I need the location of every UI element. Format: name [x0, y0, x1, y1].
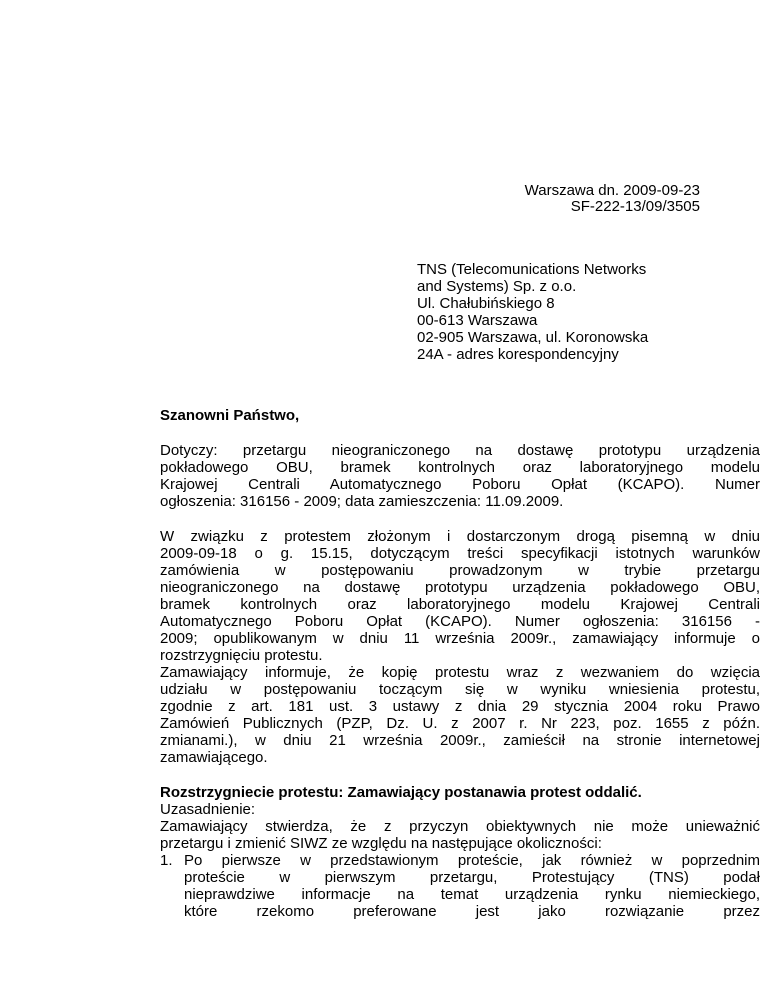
paragraph-line: nieograniczonego na dostawę prototypu urządzenia pokładowego OBU,	[160, 579, 760, 596]
justification-label: Uzasadnienie:	[160, 801, 256, 818]
list-item-line: Po pierwsze w przedstawionym proteście, jak również w poprzednim	[184, 852, 760, 869]
decision-heading: Rozstrzygniecie protestu: Zamawiający postanawia protest oddalić.	[160, 784, 642, 801]
paragraph-line: Zamawiający stwierdza, że z przyczyn obiektywnych nie może unieważnić	[160, 818, 760, 835]
subject-line: Dotyczy: przetargu nieograniczonego na dostawę prototypu urządzenia	[160, 442, 760, 459]
salutation: Szanowni Państwo,	[160, 407, 300, 424]
paragraph-line: zamówienia w postępowaniu prowadzonym w trybie przetargu	[160, 562, 760, 579]
paragraph-line: 2009-09-18 o g. 15.15, dotyczącym treści specyfikacji istotnych warunków	[160, 545, 760, 562]
address-line: and Systems) Sp. z o.o.	[417, 278, 577, 295]
date-line: Warszawa dn. 2009-09-23	[524, 182, 700, 199]
list-item-number: 1.	[160, 852, 173, 869]
address-line: Ul. Chałubińskiego 8	[417, 295, 555, 312]
paragraph-line: przetargu i zmienić SIWZ ze względu na następujące okoliczności:	[160, 835, 602, 852]
paragraph-line: 2009; opublikowanym w dniu 11 września 2009r., zamawiający informuje o	[160, 630, 760, 647]
subject-line: pokładowego OBU, bramek kontrolnych oraz laboratoryjnego modelu	[160, 459, 760, 476]
paragraph-line: Zamawiający informuje, że kopię protestu wraz z wezwaniem do wzięcia	[160, 664, 760, 681]
paragraph-line: zgodnie z art. 181 ust. 3 ustawy z dnia 29 stycznia 2004 roku Prawo	[160, 698, 760, 715]
paragraph-line: Automatycznego Poboru Opłat (KCAPO). Numer ogłoszenia: 316156 -	[160, 613, 760, 630]
address-line: TNS (Telecomunications Networks	[417, 261, 647, 278]
subject-line: ogłoszenia: 316156 - 2009; data zamieszczenia: 11.09.2009.	[160, 493, 564, 510]
subject-line: Krajowej Centrali Automatycznego Poboru Opłat (KCAPO). Numer	[160, 476, 760, 493]
address-line: 02-905 Warszawa, ul. Koronowska	[417, 329, 649, 346]
paragraph-line: zamawiającego.	[160, 749, 268, 766]
paragraph-line: W związku z protestem złożonym i dostarczonym drogą pisemną w dniu	[160, 528, 760, 545]
paragraph-line: rozstrzygnięciu protestu.	[160, 647, 323, 664]
reference-number: SF-222-13/09/3505	[570, 198, 700, 215]
list-item-line: które rzekomo preferowane jest jako rozwiązanie przez	[184, 903, 760, 920]
paragraph-line: Zamówień Publicznych (PZP, Dz. U. z 2007 r. Nr 223, poz. 1655 z późn.	[160, 715, 760, 732]
paragraph-line: bramek kontrolnych oraz laboratoryjnego modelu Krajowej Centrali	[160, 596, 760, 613]
list-item-line: nieprawdziwe informacje na temat urządzenia rynku niemieckiego,	[184, 886, 760, 903]
address-line: 24A - adres korespondencyjny	[417, 346, 619, 363]
paragraph-line: zmianami.), w dniu 21 września 2009r., zamieścił na stronie internetowej	[160, 732, 760, 749]
list-item-line: proteście w pierwszym przetargu, Protestujący (TNS) podał	[184, 869, 760, 886]
address-line: 00-613 Warszawa	[417, 312, 538, 329]
paragraph-line: udziału w postępowaniu toczącym się w wyniku wniesienia protestu,	[160, 681, 760, 698]
